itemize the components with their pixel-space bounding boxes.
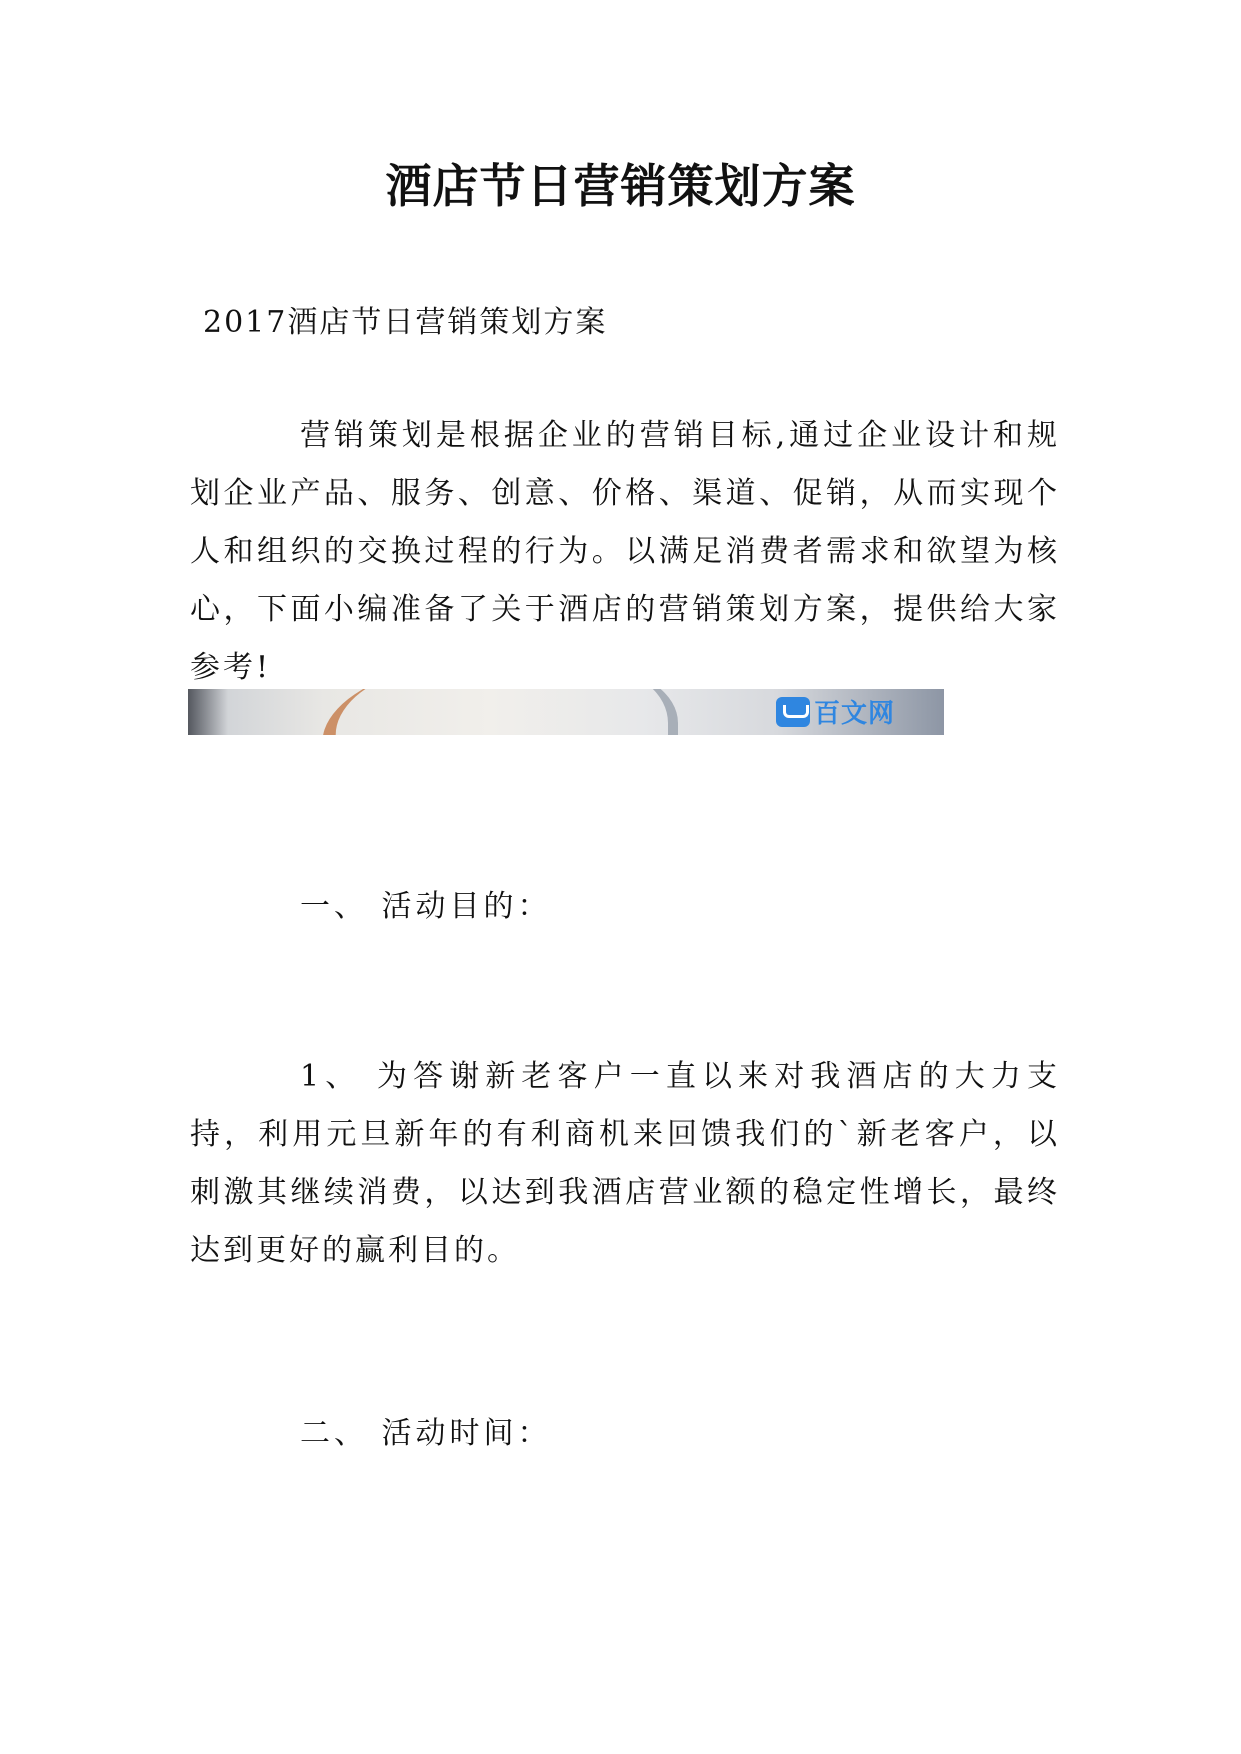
watermark-logo <box>776 693 895 730</box>
watermark-text: 百文网 <box>814 699 896 729</box>
photo-arc-shape <box>548 689 678 735</box>
section-heading-purpose: 一、 活动目的： <box>300 889 552 924</box>
baiwen-logo-icon <box>776 697 810 727</box>
embedded-photo <box>188 689 944 735</box>
photo-shadow <box>188 689 228 735</box>
photo-arc-shape <box>309 689 471 735</box>
document-subtitle: 2017酒店节日营销策划方案 <box>203 305 608 340</box>
section-heading-time: 二、 活动时间： <box>300 1416 552 1451</box>
purpose-paragraph: 1、 为答谢新老客户一直以来对我酒店的大力支持，利用元旦新年的有利商机来回馈我们的`新老客户，以刺激其继续消费，以达到我酒店营业额的稳定性增长，最终达到更好的赢利目的。 <box>190 1059 1060 1268</box>
document-title: 酒店节日营销策划方案 <box>385 159 856 213</box>
intro-paragraph: 营销策划是根据企业的营销目标,通过企业设计和规划企业产品、服务、创意、价格、渠道、促销，从而实现个人和组织的交换过程的行为。以满足消费者需求和欲望为核心，下面小编准备了关于酒店的营销策划方案，提供给大家参考! <box>190 418 1060 685</box>
